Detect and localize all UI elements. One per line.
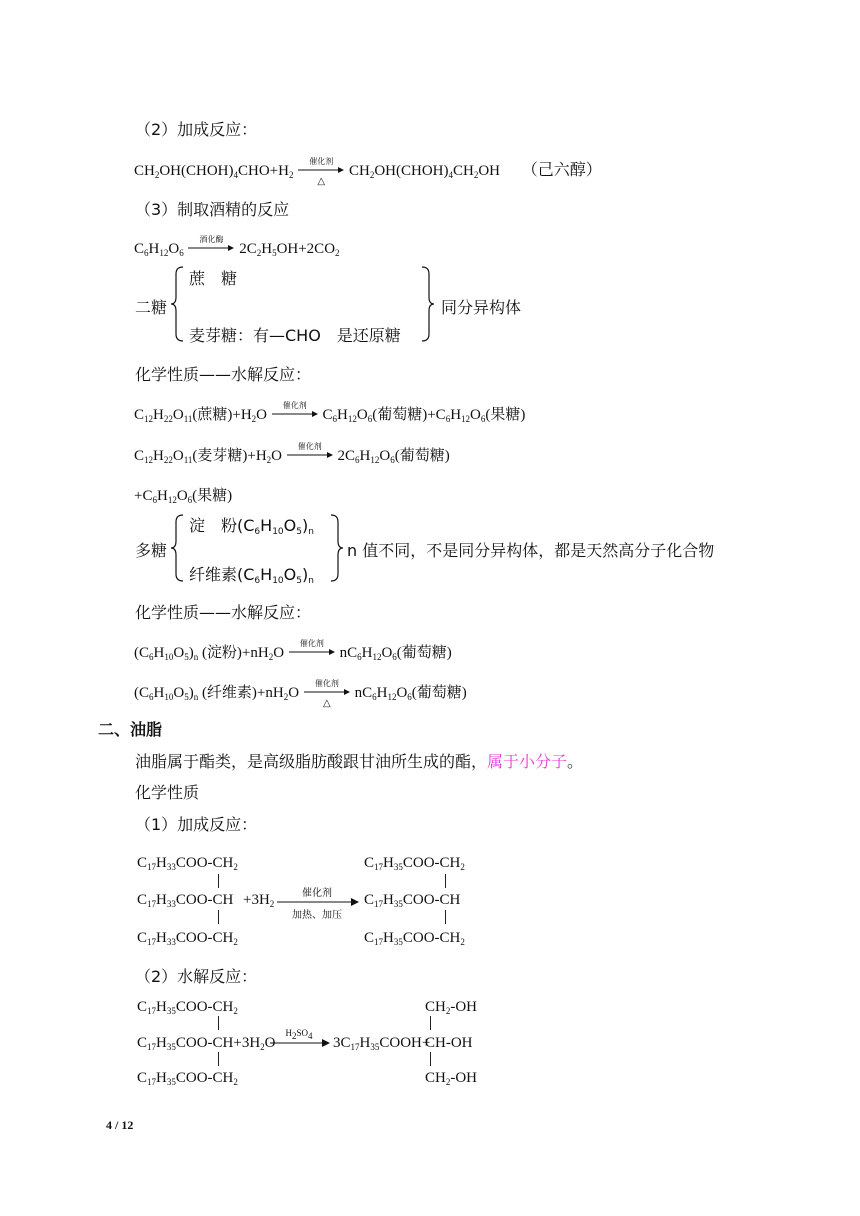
ester-line: $C_{17}H_{35}COO-CH_2$ xyxy=(137,999,238,1016)
reaction-arrow: 催化剂 xyxy=(287,448,333,462)
section-label: 化学性质 xyxy=(135,783,200,802)
glycerol-line: CH-OH xyxy=(425,1035,473,1051)
isomer-label: 同分异构体 xyxy=(441,298,522,317)
reaction-arrow xyxy=(270,1039,330,1047)
right-brace xyxy=(421,266,435,342)
starch-label: 淀 粉$(C_6H_{10}O_5)_n$ xyxy=(189,516,314,537)
equation-hexitol: $CH_2OH(CHOH)_4CHO+H_2$ 催化剂 △ $CH_2OH(CHOH)_4CH_2OH$ （己六醇） xyxy=(134,157,602,187)
section-label: （2）加成反应： xyxy=(135,120,258,139)
equation-maltose-hydrolysis: $C_{12}H_{22}O_{11}$(麦芽糖)$+H_2O$ 催化剂 $2C_6H_{12}O_6$(葡萄糖) xyxy=(134,442,450,465)
section-heading: 二、油脂 xyxy=(98,720,163,739)
ester-line: $C_{17}H_{35}COO-CH_2$ xyxy=(364,855,465,872)
bond-line xyxy=(430,1052,431,1066)
reaction-arrow: 酒化酶 xyxy=(188,241,234,255)
section-label: 化学性质——水解反应： xyxy=(135,365,312,384)
glycerol-line: $CH_2-OH$ xyxy=(425,999,478,1016)
bond-line xyxy=(218,1016,219,1030)
ester-line: $C_{17}H_{35}COO-CH$ xyxy=(364,892,461,909)
bond-line xyxy=(218,910,219,924)
equation-continuation: $+C_6H_{12}O_6$(果糖) xyxy=(134,488,233,505)
reaction-arrow: 催化剂 △ xyxy=(304,685,350,699)
reaction-arrow: 催化剂 xyxy=(289,645,335,659)
catalyst-label: 催化剂 xyxy=(302,888,332,899)
ester-line: $C_{17}H_{33}COO-CH_2$ xyxy=(137,855,238,872)
bond-line xyxy=(218,874,219,888)
equation-starch-hydrolysis: $(C_6H_{10}O_5)_n$ (淀粉)$+nH_2O$ 催化剂 $nC_6H_{12}O_6$(葡萄糖) xyxy=(134,639,452,662)
ester-line: $C_{17}H_{35}COO-CH_2$ xyxy=(364,930,465,947)
bond-line xyxy=(445,874,446,888)
section-label: （1）加成反应： xyxy=(135,815,258,834)
equation-cellulose-hydrolysis: $(C_6H_{10}O_5)_n$ (纤维素)$+nH_2O$ 催化剂 △ $nC_6H_{12}O_6$(葡萄糖) xyxy=(134,679,467,709)
glycerol-line: $CH_2-OH$ xyxy=(425,1070,478,1087)
disaccharide-label: 二糖 xyxy=(135,298,168,317)
ester-line: $C_{17}H_{35}COO-CH_2$ xyxy=(137,1070,238,1087)
equation-ethanol: $C_6H_{12}O_6$ 酒化酶 $2C_2H_5OH+2CO_2$ xyxy=(134,235,340,258)
section-label: （3）制取酒精的反应 xyxy=(135,200,290,219)
reaction-arrow: 催化剂 xyxy=(272,407,318,421)
paragraph: 油脂属于酯类，是高级脂肪酸跟甘油所生成的酯，属于小分子。 xyxy=(135,752,584,771)
reagent: $+3H_2$ xyxy=(243,892,275,909)
ester-line: $C_{17}H_{33}COO-CH_2$ xyxy=(137,930,238,947)
acid-product: $3C_{17}H_{35}COOH+$ xyxy=(333,1035,431,1052)
ester-line: $C_{17}H_{33}COO-CH$ xyxy=(137,892,234,909)
cellulose-label: 纤维素$(C_6H_{10}O_5)_n$ xyxy=(189,565,314,586)
equation-sucrose-hydrolysis: $C_{12}H_{22}O_{11}$(蔗糖)$+H_2O$ 催化剂 $C_6H_{12}O_6$(葡萄糖)$+C_6H_{12}O_6$(果糖) xyxy=(134,401,526,424)
condition-label: 加热、加压 xyxy=(292,910,342,921)
page-number: 4 / 12 xyxy=(106,1118,134,1132)
polysaccharide-label: 多糖 xyxy=(135,541,168,560)
left-brace xyxy=(170,266,184,342)
bond-line xyxy=(445,910,446,924)
polysaccharide-note: n 值不同，不是同分异构体，都是天然高分子化合物 xyxy=(347,541,715,560)
reaction-arrow: 催化剂 △ xyxy=(298,163,344,177)
reaction-arrow xyxy=(277,898,359,906)
ester-line: $C_{17}H_{35}COO-CH+3H_2O$ xyxy=(137,1035,276,1052)
highlight-text: 属于小分子 xyxy=(487,752,568,771)
sucrose-label: 蔗 糖 xyxy=(189,269,238,288)
right-brace xyxy=(330,514,344,582)
maltose-label: 麦芽糖：有—CHO 是还原糖 xyxy=(189,326,401,345)
bond-line xyxy=(218,1052,219,1066)
left-brace xyxy=(170,514,184,582)
section-label: （2）水解反应： xyxy=(135,967,258,986)
catalyst-label: $H_2SO_4$ xyxy=(285,1028,313,1041)
section-label: 化学性质——水解反应： xyxy=(135,603,312,622)
bond-line xyxy=(430,1016,431,1030)
